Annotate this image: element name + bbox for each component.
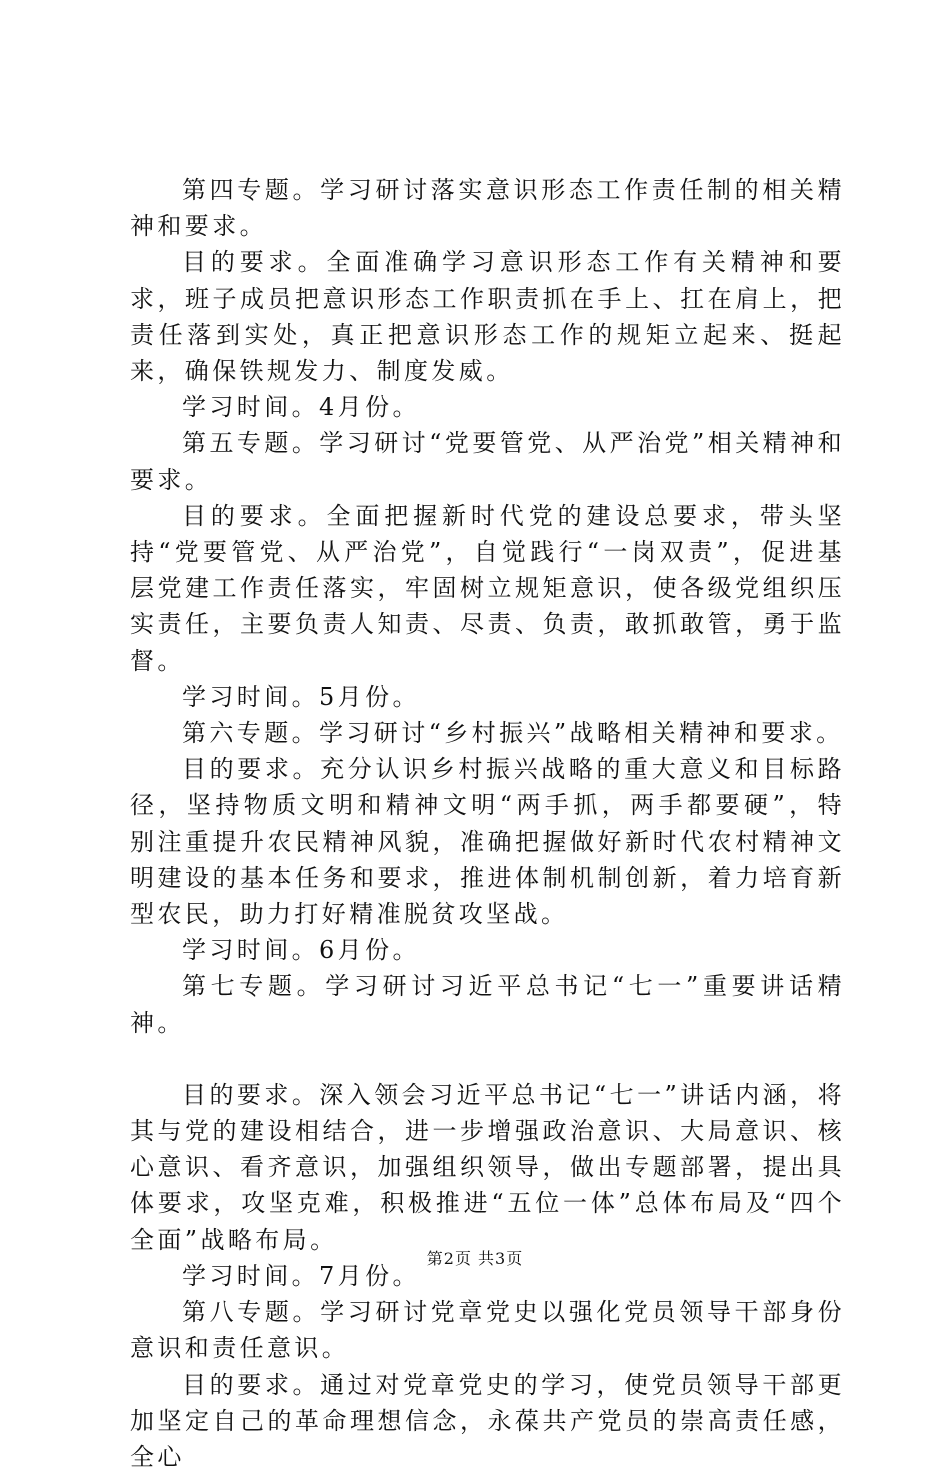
paragraph-requirements-6: 目的要求。充分认识乡村振兴战略的重大意义和目标路径，坚持物质文明和精神文明“两手抓，两手都要硬”，特别注重提升农民精神风貌，准确把握做好新时代农村精神文明建设的基本任务和要求，推进体制机制创新，着力培育新型农民，助力打好精准脱贫攻坚战。 xyxy=(130,751,845,932)
paragraph-requirements-8: 目的要求。通过对党章党史的学习，使党员领导干部更加坚定自己的革命理想信念，永葆共产党员的崇高责任感，全心 xyxy=(130,1367,845,1475)
paragraph-topic-4: 第四专题。学习研讨落实意识形态工作责任制的相关精神和要求。 xyxy=(130,172,845,244)
paragraph-requirements-5: 目的要求。全面把握新时代党的建设总要求，带头坚持“党要管党、从严治党”，自觉践行“一岗双责”，促进基层党建工作责任落实，牢固树立规矩意识，使各级党组织压实责任，主要负责人知责、尽责、负责，敢抓敢管，勇于监督。 xyxy=(130,498,845,679)
paragraph-topic-5: 第五专题。学习研讨“党要管党、从严治党”相关精神和要求。 xyxy=(130,425,845,497)
paragraph-time-6: 学习时间。6月份。 xyxy=(130,932,845,968)
paragraph-requirements-7: 目的要求。深入领会习近平总书记“七一”讲话内涵，将其与党的建设相结合，进一步增强政治意识、大局意识、核心意识、看齐意识，加强组织领导，做出专题部署，提出具体要求，攻坚克难，积极推进“五位一体”总体布局及“四个全面”战略布局。 xyxy=(130,1077,845,1258)
paragraph-topic-7: 第七专题。学习研讨习近平总书记“七一”重要讲话精神。 xyxy=(130,968,845,1040)
paragraph-requirements-4: 目的要求。全面准确学习意识形态工作有关精神和要求，班子成员把意识形态工作职责抓在手上、扛在肩上，把责任落到实处，真正把意识形态工作的规矩立起来、挺起来，确保铁规发力、制度发威。 xyxy=(130,244,845,389)
paragraph-time-5: 学习时间。5月份。 xyxy=(130,679,845,715)
paragraph-time-7: 学习时间。7月份。 xyxy=(130,1258,845,1294)
paragraph-topic-6: 第六专题。学习研讨“乡村振兴”战略相关精神和要求。 xyxy=(130,715,845,751)
paragraph-topic-8: 第八专题。学习研讨党章党史以强化党员领导干部身份意识和责任意识。 xyxy=(130,1294,845,1366)
page-footer xyxy=(0,1246,950,1269)
page-number-label: 第2页 共3页 xyxy=(427,1249,523,1268)
paragraph-time-4: 学习时间。4月份。 xyxy=(130,389,845,425)
document-body xyxy=(130,172,845,1475)
